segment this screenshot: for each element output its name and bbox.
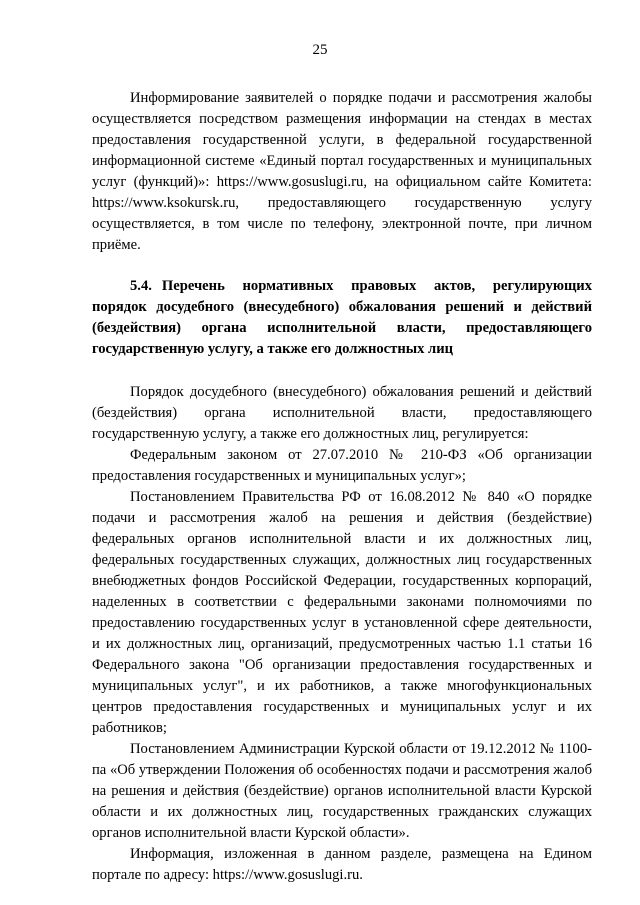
page-number: 25 [312,42,328,58]
section-title: Перечень нормативных правовых актов, регулирующих порядок досудебного (внесудебного) обжалования решений и действий (бездействия) органа исполнительной власти, предоставляющего государственную услугу, а также его должностных лиц [92,278,592,357]
paragraph-informing-applicants: Информирование заявителей о порядке подачи и рассмотрения жалобы осуществляется посредством размещения информации на стендах в местах предоставления государственной услуги, в федеральной государственной информационной системе «Единый портал государственных и муниципальных услуг (функций)»: https://www.gosuslugi.ru, на официальном сайте Комитета: https://www.ksokursk.ru, предоставляющего государственную услугу осуществляется, в том числе по телефону, электронной почте, при личном приёме. [92,90,592,253]
paragraph-government-resolution: Постановлением Правительства РФ от 16.08.2012 № 840 «О порядке подачи и рассмотрения жалоб на решения и действия (бездействие) федеральных органов исполнительной власти и их должностных лиц, федеральных государственных служащих, должностных лиц государственных внебюджетных фондов Российской Федерации, государственных корпораций, наделенных в соответствии с федеральными законами полномочиями по предоставлению государственных услуг в установленной сфере деятельности, и их должностных лиц, организаций, предусмотренных частью 1.1 статьи 16 Федерального закона "Об организации предоставления государственных и муниципальных услуг", и их работников, а также многофункциональных центров предоставления государственных и муниципальных услуг и их работников; [92,489,592,736]
section-number: 5.4. [130,278,152,294]
paragraph-administration-resolution: Постановлением Администрации Курской области от 19.12.2012 № 1100-па «Об утверждении Положения об особенностях подачи и рассмотрения жалоб на решения и действия (бездействие) органов исполнительной власти Курской области и их должностных лиц, государственных гражданских служащих органов исполнительной власти Курской области». [92,741,592,841]
paragraph-appeal-procedure: Порядок досудебного (внесудебного) обжалования решений и действий (бездействия) органа исполнительной власти, предоставляющего государственную услугу, а также его должностных лиц, регулируется: [92,384,592,442]
document-body [92,88,592,886]
section-heading [92,276,592,360]
paragraph-portal-information: Информация, изложенная в данном разделе, размещена на Едином портале по адресу: https://www.gosuslugi.ru. [92,846,592,883]
paragraph-federal-law: Федеральным законом от 27.07.2010 № 210-ФЗ «Об организации предоставления государственных и муниципальных услуг»; [92,447,592,484]
